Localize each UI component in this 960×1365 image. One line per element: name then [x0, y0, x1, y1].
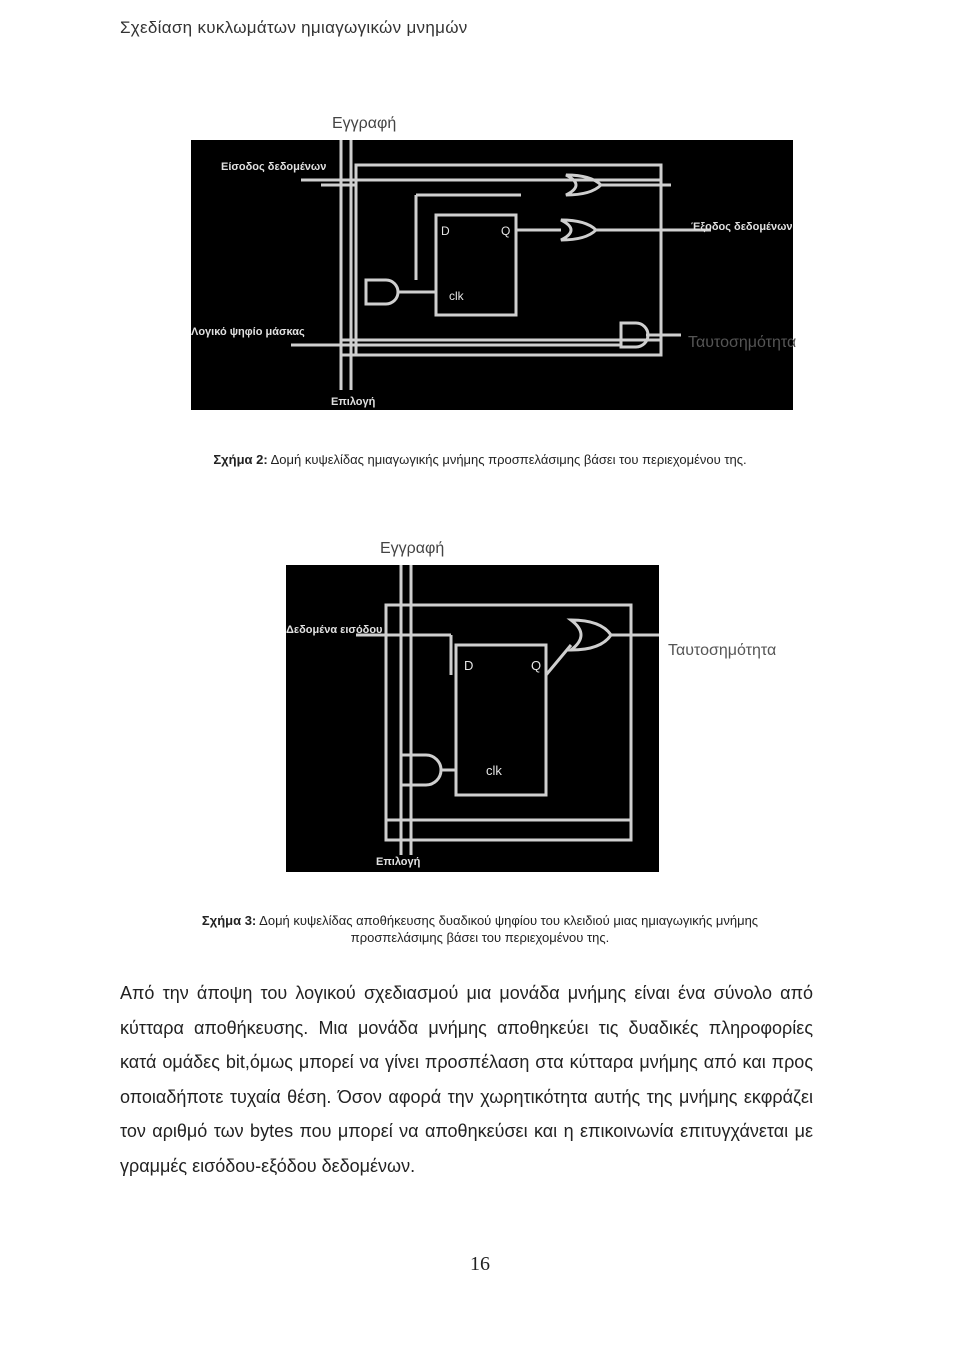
figure2-input-data: Είσοδος δεδομένων — [221, 161, 327, 173]
figure3-ff-d: D — [464, 658, 474, 673]
figure2-ff-clk: clk — [449, 289, 464, 303]
figure3-circuit — [286, 565, 659, 872]
figure2-input-mask: Λογικό ψηφίο μάσκας — [191, 326, 305, 338]
figure2-write-label: Εγγραφή — [332, 115, 397, 132]
figure2-caption-prefix: Σχήμα 2: — [213, 452, 268, 467]
figure2-caption — [100, 452, 860, 467]
body-paragraph: Από την άποψη του λογικού σχεδιασμού μια μονάδα μνήμης είναι ένα σύνολο από κύτταρα αποθήκευσης. Μια μονάδα μνήμης αποθηκεύει τις δυαδικές πληροφορίες κατά ομάδες bit,όμως μπορεί να γίνει προσπέλαση στα κύτταρα μνήμης από και προς οποιαδήποτε τυχαία θέση. Όσον αφορά την χωρητικότητα αυτής της μνήμης εκφράζει τον αριθμό των bytes που μπορεί να αποθηκεύσει και η επικοινωνία επιτυγχάνεται με γραμμές εισόδου-εξόδου δεδομένων. — [120, 983, 813, 1176]
figure3-select-label: Επιλογή — [376, 856, 421, 868]
figure2-circuit — [191, 140, 793, 410]
figure3-caption — [100, 912, 860, 946]
figure3-ff-clk: clk — [486, 763, 502, 778]
figure3-caption-prefix: Σχήμα 3: — [201, 913, 257, 928]
figure2-caption-text: Δομή κυψελίδας ημιαγωγικής μνήμης προσπελάσιμης βάσει του περιεχομένου της. — [270, 452, 747, 467]
figure3-write-label: Εγγραφή — [380, 540, 445, 557]
page-number: 16 — [470, 1253, 490, 1275]
figure3-ff-q: Q — [531, 658, 542, 673]
figure3-input-data: Δεδομένα εισόδου — [286, 624, 383, 636]
figure2-ff-q: Q — [501, 224, 511, 238]
figure3-output-match: Ταυτοσημότητα — [668, 642, 777, 659]
figure2-select-label: Επιλογή — [331, 396, 376, 408]
figure2-output-data: Έξοδος δεδομένων — [691, 221, 793, 233]
running-header: Σχεδίαση κυκλωμάτων ημιαγωγικών μνημών — [120, 18, 468, 37]
figure3-caption-line1: Δομή κυψελίδας αποθήκευσης δυαδικού ψηφίου του κλειδιού μιας ημιαγωγικής μνήμης — [259, 913, 759, 928]
figure2-ff-d: D — [441, 224, 450, 238]
figure2-output-match: Ταυτοσημότητα — [688, 334, 797, 351]
figure3-caption-line2: προσπελάσιμης βάσει του περιεχομένου της. — [350, 930, 610, 945]
